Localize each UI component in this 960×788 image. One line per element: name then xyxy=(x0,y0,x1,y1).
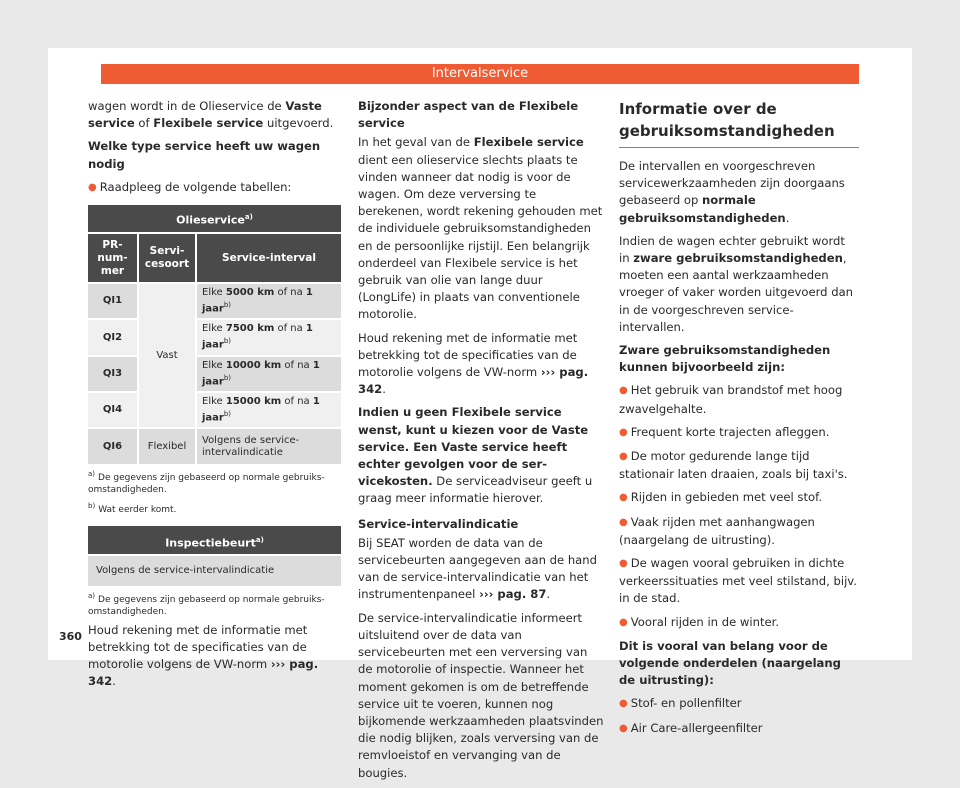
table-row xyxy=(88,428,341,464)
bullet-text: Raadpleeg de volgende tabellen: xyxy=(99,179,292,194)
column-middle xyxy=(358,98,604,788)
bullet-item xyxy=(619,448,859,483)
chapter-header: Intervalservice xyxy=(101,64,859,84)
section-heading: Service-intervalindicatie xyxy=(358,516,519,531)
page-number: 360 xyxy=(59,630,82,643)
paragraph: In het geval van de Flexibele service dient een olieservice slechts plaats te vinden wanneer dat nodig is voor de wagen. Om deze verversing te berekenen, wordt rekening gehouden met de individuele gebruiksomstandigheden en de persoonlijke rijstijl. Een belangrijk onderdeel van Flexibele service is het gebruik van olie van lange duur (LongLife) in plaats van conventionele motorolie. xyxy=(358,135,603,322)
pr-code: QI3 xyxy=(88,356,138,392)
pr-code: QI4 xyxy=(88,392,138,428)
text: wagen wordt in de Olieservice de xyxy=(88,99,286,113)
bullet-icon: ● xyxy=(619,558,628,570)
paragraph: De intervallen en voorgeschreven servicewerkzaamheden zijn doorgaans gebaseerd op normale gebruiksomstandigheden. xyxy=(619,159,845,225)
heading: Welke type service heeft uw wagen nodig xyxy=(88,139,321,171)
table-title: Olieservice$^{a)}$ xyxy=(176,212,253,227)
question-heading xyxy=(88,138,341,172)
interval-cell: Elke 7500 km of na 1 jaar$^{b)}$ xyxy=(196,319,341,355)
bullet-list xyxy=(619,382,859,631)
page-link[interactable]: ››› pag. 342 xyxy=(358,365,589,397)
text-bold: Vaste service xyxy=(88,99,322,131)
bullet-item xyxy=(619,614,859,632)
bullet-item xyxy=(619,489,859,507)
paragraph: Indien u geen Flexibele service wenst, kunt u kiezen voor de Vaste service. Een Vaste service heeft echter gevolgen voor de servicekosten. De serviceadviseur geeft u graag meer informatie hierover. xyxy=(358,405,593,506)
bullet-icon: ● xyxy=(619,516,628,528)
page-link[interactable]: ››› pag. 342 xyxy=(88,656,319,689)
pr-code: QI1 xyxy=(88,283,138,319)
paragraph: Houd rekening met de informatie met betrekking tot de specificaties van de motorolie volgens de VW-norm ››› pag. 342. xyxy=(358,330,589,397)
interval-cell: Elke 10000 km of na 1 jaar$^{b)}$ xyxy=(196,356,341,392)
column-left xyxy=(88,98,341,696)
paragraph: Indien de wagen echter gebruikt wordt in zware gebruiksomstandigheden, moeten een aantal werkzaamheden vroeger of vaker worden uitgevoerd dan in de voorgeschreven service-intervallen. xyxy=(619,233,854,334)
column-right xyxy=(619,98,859,744)
bullet-icon: ● xyxy=(619,722,628,734)
bullet-item xyxy=(619,424,859,442)
table-row xyxy=(88,356,341,392)
bullet-item xyxy=(619,514,859,549)
bullet-text: Rijden in gebieden met veel stof. xyxy=(630,490,823,505)
footnote: $^{a)}$ De gegevens zijn gebaseerd op normale gebruiksomstandigheden. xyxy=(88,591,325,617)
bullet-icon: ● xyxy=(88,181,97,193)
header-service-type: Servi-cesoort xyxy=(138,233,196,283)
bullet-text: Air Care-allergeenfilter xyxy=(630,720,763,735)
pr-code: QI2 xyxy=(88,319,138,355)
subheading: Zware gebruiksomstandigheden kunnen bijvoorbeeld zijn: xyxy=(619,343,831,375)
bullet-item xyxy=(619,382,859,417)
pr-code: QI6 xyxy=(88,428,138,464)
bullet-icon: ● xyxy=(619,451,628,463)
service-type-cell: Vast xyxy=(138,283,196,428)
footnote: $^{b)}$ Wat eerder komt. xyxy=(88,502,177,516)
interval-cell: Elke 15000 km of na 1 jaar$^{b)}$ xyxy=(196,392,341,428)
table-row xyxy=(88,319,341,355)
paragraph: Bij SEAT worden de data van de servicebeurten aangegeven aan de hand van de service-intervalindicatie van het instrumentenpaneel ››› pag. 87. xyxy=(358,535,597,602)
bullet-text: Frequent korte trajecten afleggen. xyxy=(630,424,830,439)
bullet-text: De wagen vooral gebruiken in dichte verkeerssituaties met veel stilstand, bijv. in de stad. xyxy=(619,556,857,606)
paragraph: De service-intervalindicatie informeert uitsluitend over de data van servicebeurten met een verversing van de motorolie of inspectie. Wanneer het moment gekomen is om de betreffende service uit te voeren, kunnen nog bijkomende werkzaamheden plaatsvinden die nodig blijken, zoals verversing van de remvloeistof en vervanging van de bougies. xyxy=(358,610,604,780)
olieservice-table xyxy=(88,205,341,464)
bullet-list xyxy=(619,695,859,737)
bullet-text: Het gebruik van brandstof met hoog zwavelgehalte. xyxy=(619,383,843,416)
text-bold: Flexibele service xyxy=(153,116,264,131)
bullet-icon: ● xyxy=(619,698,628,710)
interval-cell: Volgens de service-intervalindicatie xyxy=(196,428,341,464)
text: of xyxy=(134,116,154,131)
text: uitgevoerd. xyxy=(263,116,334,131)
bullet-item xyxy=(619,720,859,738)
bullet-text: Vooral rijden in de winter. xyxy=(630,614,780,629)
inspectiebeurt-table-title: Inspectiebeurt$^{a)}$ xyxy=(88,526,341,554)
intro-paragraph xyxy=(88,98,341,132)
bullet-text: Vaak rijden met aanhangwagen (naargelang de uitrusting). xyxy=(619,514,815,547)
bullet-text: De motor gedurende lange tijd stationair laten draaien, zoals bij taxi's. xyxy=(619,449,848,482)
subheading: Dit is vooral van belang voor de volgende onderdelen (naargelang de uitrusting): xyxy=(619,638,841,688)
interval-cell: Elke 5000 km of na 1 jaar$^{b)}$ xyxy=(196,283,341,319)
table-row xyxy=(88,283,341,319)
bullet-icon: ● xyxy=(619,385,628,397)
section-heading: Bijzonder aspect van de Flexibele service xyxy=(358,99,579,131)
header-pr-number: PR-num-mer xyxy=(88,233,138,283)
header-service-interval: Service-interval xyxy=(196,233,341,283)
table-row xyxy=(88,392,341,428)
bullet-item xyxy=(619,555,859,608)
bullet-icon: ● xyxy=(619,616,628,628)
outro-paragraph: Houd rekening met de informatie met betrekking tot de specificaties van de motorolie volgens de VW-norm ››› pag. 342. xyxy=(88,622,319,689)
bullet-icon: ● xyxy=(619,492,628,504)
bullet-text: Stof- en pollenfilter xyxy=(630,696,742,711)
footnote: $^{a)}$ De gegevens zijn gebaseerd op normale gebruiksomstandigheden. xyxy=(88,470,325,496)
section-title: Informatie over de gebruiksomstandigheden xyxy=(619,98,859,148)
inspectiebeurt-row: Volgens de service-intervalindicatie xyxy=(88,556,341,585)
service-type-cell: Flexibel xyxy=(138,428,196,464)
bullet-item xyxy=(619,695,859,713)
bullet-item xyxy=(88,179,341,197)
bullet-icon: ● xyxy=(619,426,628,438)
page-link[interactable]: ››› pag. 87 xyxy=(479,587,547,602)
